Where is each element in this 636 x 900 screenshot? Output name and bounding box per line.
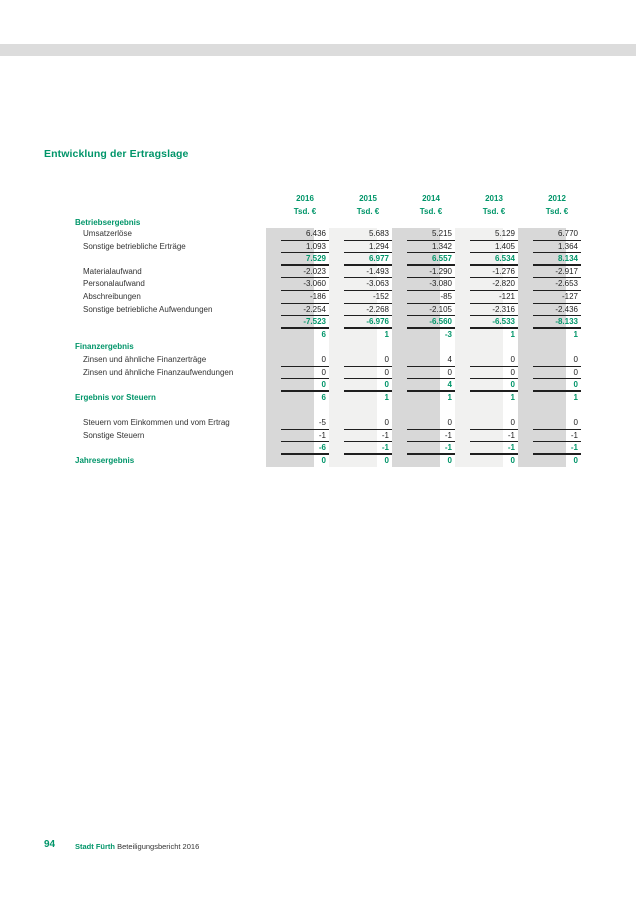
- table-row: [75, 316, 578, 329]
- value-cell: -186: [281, 291, 329, 304]
- value-cell: -121: [470, 291, 518, 304]
- row-label: [75, 442, 266, 455]
- row-label: Ergebnis vor Steuern: [75, 392, 156, 402]
- table-row: [75, 278, 578, 291]
- value-cell: [470, 341, 518, 354]
- value-cell: 6: [321, 329, 326, 339]
- value-cell: -1: [344, 442, 392, 455]
- value-cell: 0: [407, 417, 455, 430]
- row-label: Sonstige Steuern: [83, 430, 145, 440]
- value-cell: -6.533: [470, 316, 518, 329]
- value-cell: 0: [344, 417, 392, 430]
- value-cell: [407, 404, 455, 417]
- row-label: Personalaufwand: [83, 279, 145, 289]
- year-header: 2015: [359, 194, 377, 203]
- value-cell: 0: [470, 354, 518, 367]
- table-row: [75, 442, 578, 455]
- value-cell: [281, 341, 329, 354]
- value-cell: 1.405: [470, 241, 518, 254]
- value-cell: -6: [281, 442, 329, 455]
- value-cell: -1.290: [407, 266, 455, 279]
- unit-label: Tsd. €: [419, 207, 443, 216]
- value-cell: 4: [407, 379, 455, 392]
- value-cell: 8.134: [533, 253, 581, 266]
- value-cell: [470, 404, 518, 417]
- unit-header-row: [75, 204, 569, 217]
- value-cell: [533, 341, 581, 354]
- table-row: [75, 329, 578, 342]
- value-cell: -1: [407, 430, 455, 443]
- row-label: Zinsen und ähnliche Finanzerträge: [83, 354, 207, 364]
- value-cell: -2.254: [281, 304, 329, 317]
- value-cell: 0: [384, 455, 389, 465]
- value-cell: 0: [470, 379, 518, 392]
- value-cell: 1: [384, 329, 389, 339]
- table-row: [75, 291, 578, 304]
- row-label: Zinsen und ähnliche Finanzaufwendungen: [83, 367, 234, 377]
- value-cell: -127: [533, 291, 581, 304]
- value-cell: [533, 404, 581, 417]
- value-cell: 1: [447, 392, 452, 402]
- unit-label: Tsd. €: [545, 207, 569, 216]
- row-label: Finanzergebnis: [75, 342, 134, 352]
- value-cell: [281, 404, 329, 417]
- value-cell: -1: [407, 442, 455, 455]
- table-row: [75, 367, 578, 380]
- value-cell: 1: [573, 329, 578, 339]
- year-header: 2016: [296, 194, 314, 203]
- table-row: [75, 266, 578, 279]
- unit-label: Tsd. €: [482, 207, 506, 216]
- value-cell: 6.977: [344, 253, 392, 266]
- table-row: [75, 404, 566, 417]
- year-header: 2013: [485, 194, 503, 203]
- value-cell: -3: [444, 329, 452, 339]
- value-cell: -2.820: [470, 278, 518, 291]
- value-cell: 0: [344, 379, 392, 392]
- page-number: 94: [44, 839, 56, 850]
- row-label: [75, 329, 266, 342]
- value-cell: 0: [321, 455, 326, 465]
- value-cell: 0: [533, 354, 581, 367]
- value-cell: [407, 341, 455, 354]
- table-row: [75, 228, 578, 241]
- value-cell: -1: [470, 430, 518, 443]
- row-label: [75, 404, 266, 417]
- value-cell: 1.364: [533, 241, 581, 254]
- footer-publisher: Stadt Fürth: [75, 842, 115, 851]
- table-row: [75, 341, 566, 354]
- value-cell: -85: [407, 291, 455, 304]
- value-cell: 1.342: [407, 241, 455, 254]
- value-cell: -1.493: [344, 266, 392, 279]
- value-cell: -2.917: [533, 266, 581, 279]
- table-row: [75, 455, 578, 468]
- value-cell: 0: [407, 367, 455, 380]
- value-cell: -5: [281, 417, 329, 430]
- value-cell: 1: [510, 392, 515, 402]
- value-cell: 0: [344, 354, 392, 367]
- value-cell: -2.653: [533, 278, 581, 291]
- row-label: [75, 316, 266, 329]
- year-header: 2012: [548, 194, 566, 203]
- row-label: Steuern vom Einkommen und vom Ertrag: [83, 417, 230, 427]
- row-label: [75, 379, 266, 392]
- value-cell: 6: [321, 392, 326, 402]
- value-cell: -1: [533, 442, 581, 455]
- section-label-betriebsergebnis: Betriebsergebnis: [75, 218, 141, 227]
- value-cell: 1: [384, 392, 389, 402]
- value-cell: -6.976: [344, 316, 392, 329]
- row-label: [75, 253, 266, 266]
- value-cell: -1: [281, 430, 329, 443]
- table-row: [75, 417, 578, 430]
- table-body: [75, 228, 578, 467]
- value-cell: [344, 404, 392, 417]
- table-row: [75, 354, 578, 367]
- value-cell: -152: [344, 291, 392, 304]
- value-cell: -2.268: [344, 304, 392, 317]
- table-row: [75, 253, 578, 266]
- value-cell: 0: [573, 455, 578, 465]
- value-cell: 0: [281, 354, 329, 367]
- table-row: [75, 241, 578, 254]
- value-cell: -1.276: [470, 266, 518, 279]
- value-cell: 4: [407, 354, 455, 367]
- value-cell: 1: [510, 329, 515, 339]
- value-cell: 1: [573, 392, 578, 402]
- ertragslage-table: [75, 192, 578, 467]
- value-cell: -2.105: [407, 304, 455, 317]
- row-label: Sonstige betriebliche Aufwendungen: [83, 304, 213, 314]
- page-title: Entwicklung der Ertragslage: [44, 148, 189, 160]
- value-cell: 0: [533, 417, 581, 430]
- year-header-row: [75, 192, 566, 204]
- value-cell: 0: [533, 367, 581, 380]
- value-cell: 6.436: [281, 228, 329, 241]
- value-cell: 6.557: [407, 253, 455, 266]
- unit-label: Tsd. €: [356, 207, 380, 216]
- row-label: Abschreibungen: [83, 291, 141, 301]
- value-cell: -1: [470, 442, 518, 455]
- value-cell: 0: [533, 379, 581, 392]
- value-cell: 5.129: [470, 228, 518, 241]
- value-cell: 1.093: [281, 241, 329, 254]
- value-cell: 0: [281, 379, 329, 392]
- value-cell: 0: [510, 455, 515, 465]
- value-cell: -2.436: [533, 304, 581, 317]
- value-cell: -3.080: [407, 278, 455, 291]
- table-row: [75, 392, 578, 405]
- value-cell: 0: [344, 367, 392, 380]
- row-label: Jahresergebnis: [75, 455, 135, 465]
- value-cell: 5.215: [407, 228, 455, 241]
- year-header: 2014: [422, 194, 440, 203]
- value-cell: 0: [470, 417, 518, 430]
- value-cell: -6.560: [407, 316, 455, 329]
- footer-report-title: Beteiligungsbericht 2016: [117, 842, 200, 851]
- value-cell: -3.063: [344, 278, 392, 291]
- value-cell: 0: [470, 367, 518, 380]
- value-cell: 0: [281, 367, 329, 380]
- value-cell: 5.683: [344, 228, 392, 241]
- value-cell: -3.060: [281, 278, 329, 291]
- header-divider-bar: [0, 44, 636, 56]
- value-cell: 1.294: [344, 241, 392, 254]
- table-row: [75, 430, 578, 443]
- value-cell: [344, 341, 392, 354]
- row-label: Sonstige betriebliche Erträge: [83, 241, 186, 251]
- value-cell: -8.133: [533, 316, 581, 329]
- value-cell: -1: [533, 430, 581, 443]
- footer: [75, 842, 199, 851]
- row-label: Materialaufwand: [83, 266, 142, 276]
- value-cell: -2.023: [281, 266, 329, 279]
- value-cell: 6.770: [533, 228, 581, 241]
- value-cell: 7.529: [281, 253, 329, 266]
- value-cell: -1: [344, 430, 392, 443]
- table-row: [75, 379, 578, 392]
- value-cell: 0: [447, 455, 452, 465]
- value-cell: -7.523: [281, 316, 329, 329]
- table-row: [75, 304, 578, 317]
- value-cell: -2.316: [470, 304, 518, 317]
- unit-label: Tsd. €: [293, 207, 317, 216]
- value-cell: 6.534: [470, 253, 518, 266]
- row-label: Umsatzerlöse: [83, 229, 132, 238]
